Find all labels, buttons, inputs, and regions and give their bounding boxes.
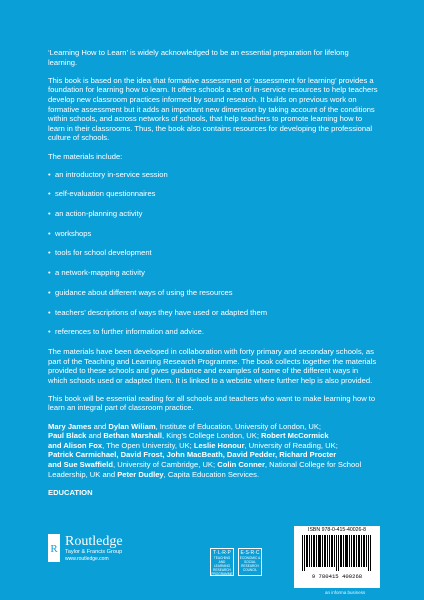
intro-paragraph: ‘Learning How to Learn’ is widely acknowledged to be an essential preparation for lifelong learning. [48, 48, 349, 67]
barcode-digits: 9 780415 400268 [311, 573, 363, 580]
list-item: • references to further information and advice. [48, 327, 205, 337]
bullet-icon: • [48, 268, 51, 278]
svg-text:R: R [50, 543, 58, 555]
bullet-icon: • [48, 327, 51, 337]
audience-paragraph: This book will be essential reading for all schools and teachers who want to make learning how to learn an integral part of classroom practice. [48, 393, 376, 413]
informa-tagline: an informa business [325, 590, 366, 595]
esrc-logo: E·S·R·C ECONOMIC & SOCIAL RESEARCH COUNCIL [238, 548, 262, 576]
isbn-barcode-box [294, 526, 380, 588]
bullet-icon: • [48, 189, 51, 199]
list-item: • a network-mapping activity [48, 268, 145, 278]
cover-footer [0, 512, 424, 600]
list-item: • teachers’ descriptions of ways they have used or adapted them [48, 307, 268, 317]
bullet-icon: • [48, 228, 51, 238]
author-credits: Mary James and Dylan Wiliam, Institute of Education, University of London, UK; Paul Black and Bethan Marshall, King’s College London, UK; Robert McCormick and Alison Fox, The Open University, UK; Leslie Honour, University of Reading, UK; Patrick Carmichael, David Frost, John MacBeath, David Pedder, Richard Procter and Sue Swaffield, University of Cambridge, UK; Colin Conner, National College for School Leadership, UK and Peter Dudley, Capita Education Services. [48, 421, 362, 479]
publisher-name: Routledge [65, 534, 123, 549]
development-paragraph: The materials have been developed in collaboration with forty primary and secondary schools, as part of the Teaching and Learning Research Programme. The book collects together the materials provided to these schools and gives guidance and examples of some of the different ways in which schools used or adapted them. It is linked to a website where further help is also provided. [48, 346, 377, 385]
list-item: • tools for school development [48, 248, 152, 258]
isbn-label: ISBN 978-0-415-40026-8 [308, 527, 366, 533]
list-item: • an action-planning activity [48, 209, 143, 219]
bullet-icon: • [48, 169, 51, 179]
bullet-icon: • [48, 248, 51, 258]
materials-list [48, 170, 378, 337]
publisher-logo [48, 534, 188, 574]
list-item: • an introductory in-service session [48, 169, 168, 179]
barcode-icon [302, 535, 372, 571]
subject-category: EDUCATION [48, 488, 93, 498]
list-item: • guidance about different ways of using the resources [48, 287, 233, 297]
routledge-mark-icon [48, 534, 60, 562]
bullet-icon: • [48, 307, 51, 317]
description-paragraph: This book is based on the idea that formative assessment or ‘assessment for learning’ provides a foundation for learning how to learn. It offers schools a set of in-service resources to help teachers develop new classroom practices informed by sound research. It builds on previous work on formative assessment but it adds an important new dimension by taking account of the conditions within schools, and across networks of schools, that help teachers to promote learning how to learn in their classrooms. Thus, the book also contains resources for developing the professional culture of schools. [48, 75, 378, 143]
bullet-icon: • [48, 287, 51, 297]
blurb [48, 48, 378, 498]
list-item: • workshops [48, 228, 92, 238]
publisher-group: Taylor & Francis Group [65, 549, 123, 555]
materials-intro: The materials include: [48, 151, 123, 161]
publisher-url: www.routledge.com [65, 556, 109, 562]
list-item: • self-evaluation questionnaires [48, 189, 156, 199]
bullet-icon: • [48, 209, 51, 219]
tlrp-logo: T·L·R·P TEACHING AND LEARNING RESEARCH PROGRAMME [211, 550, 233, 576]
